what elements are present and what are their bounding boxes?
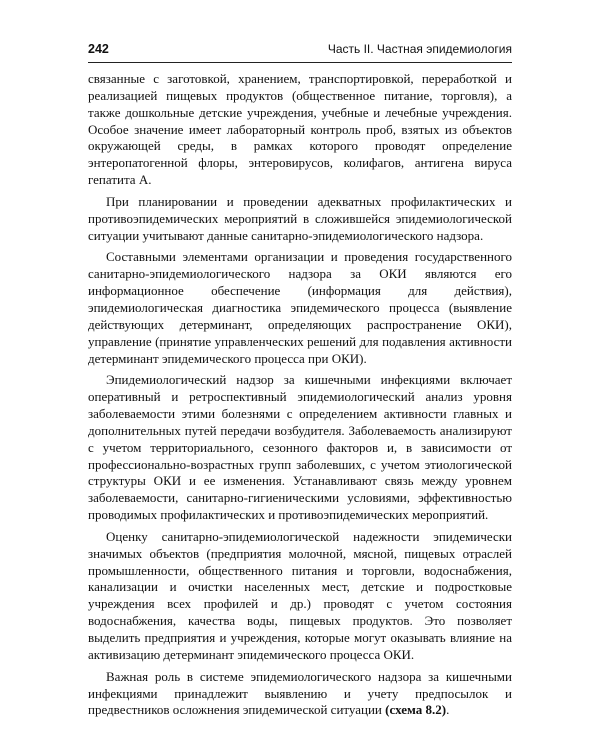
body-text bbox=[88, 71, 512, 719]
paragraph-supervision-elements: Составными элементами организации и проведения государственного санитарно-эпидемиологического надзора за ОКИ являются его информационное обеспечение (информация для действия), эпидемиологическая диагностика эпидемического процесса (выявление действующих детерминант, определяющих распространение ОКИ), управление (принятие управленческих решений для подавления активности детерминант эпидемического процесса при ОКИ). bbox=[88, 249, 512, 366]
running-head: Часть II. Частная эпидемиология bbox=[327, 42, 512, 56]
paragraph-precursors bbox=[88, 669, 512, 720]
scheme-reference: (схема 8.2) bbox=[385, 702, 447, 718]
paragraph-planning: При планировании и проведении адекватных профилактических и противоэпидемических мероприятий в сложившейся эпидемиологической ситуации учитывают данные санитарно-эпидемиологического надзора. bbox=[88, 193, 512, 243]
paragraph-surveillance-analysis: Эпидемиологический надзор за кишечными инфекциями включает оперативный и ретроспективный эпидемиологический анализ уровня заболеваемости этими болезнями с определением активности главных и дополнительных путей передачи возбудителя. Заболеваемость анализируют с учетом территориального, сезонного факторов и, в зависимости от профессионально-возрастных групп заболевших, с учетом этиологической структуры ОКИ и ее изменения. Устанавливают связь между уровнем заболеваемости, санитарно-гигиеническими условиями, эффективностью проводимых профилактических и противоэпидемических мероприятий. bbox=[88, 372, 512, 523]
paragraph-precursors-end: . bbox=[446, 702, 450, 718]
page-header bbox=[88, 38, 512, 63]
paragraph-reliability-assessment: Оценку санитарно-эпидемиологической надежности эпидемически значимых объектов (предприятия молочной, мясной, пищевых отраслей промышленности, общественного питания и торговли, водоснабжения, канализации и очистки населенных мест, детские и подростковые учреждения всех профилей и др.) проводят с учетом состояния водоснабжения, качества воды, пищевых продуктов. Это позволяет выделить предприятия и учреждения, которые могут оказывать влияние на активизацию детерминант эпидемического процесса ОКИ. bbox=[88, 528, 512, 662]
paragraph-precursors-text: Важная роль в системе эпидемиологического надзора за кишечными инфекциями принадлежит выявлению и учету предпосылок и предвестников осложнения эпидемической ситуации bbox=[88, 668, 512, 718]
paragraph-continuation: связанные с заготовкой, хранением, транспортировкой, переработкой и реализацией пищевых продуктов (общественное питание, торговля), а также дошкольные детские учреждения, учебные и лечебные учреждения. Особое значение имеет лабораторный контроль проб, взятых из объектов окружающей среды, в рамках которого проводят определение энтеропатогенной флоры, энтеровирусов, колифагов, антигена вируса гепатита А. bbox=[88, 71, 512, 188]
page-number: 242 bbox=[88, 42, 109, 56]
